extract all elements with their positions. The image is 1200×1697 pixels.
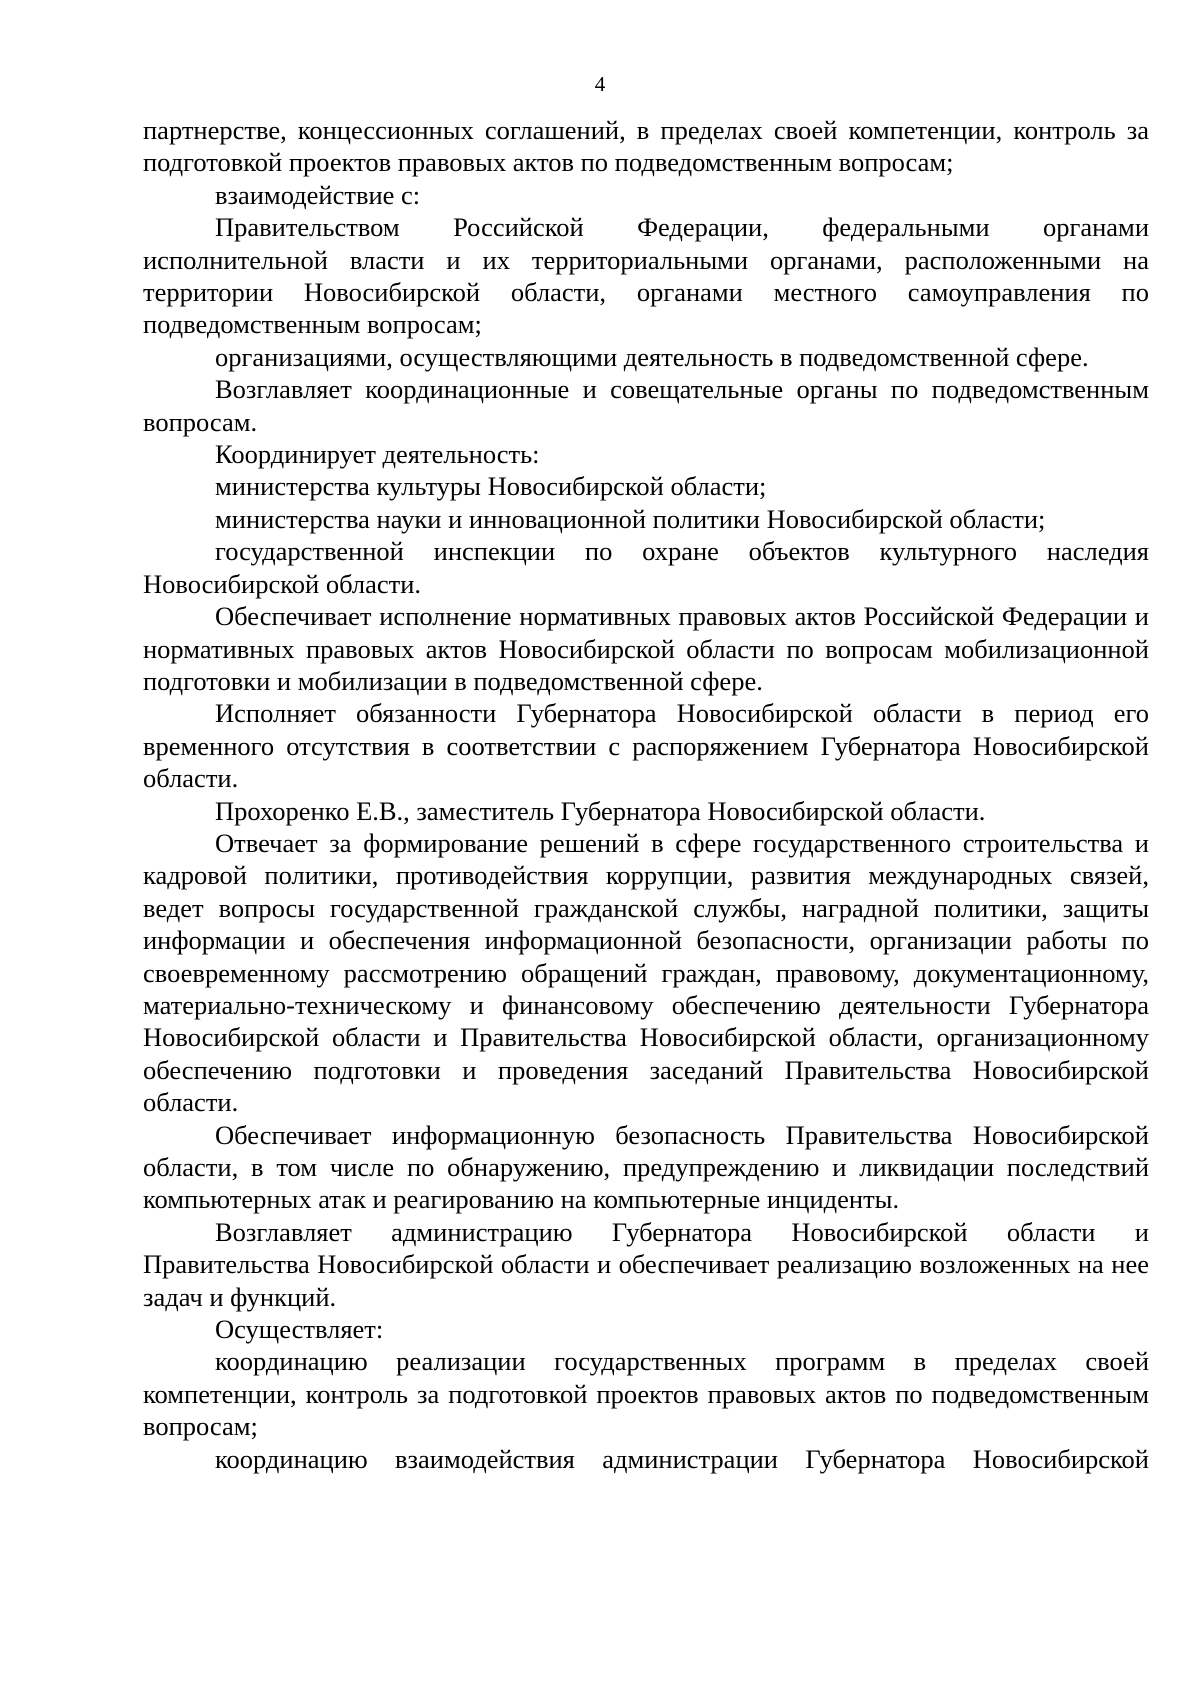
paragraph: государственной инспекции по охране объектов культурного наследия Новосибирской области. <box>143 536 1149 599</box>
page-number: 4 <box>594 72 606 96</box>
paragraph: министерства науки и инновационной политики Новосибирской области; <box>215 503 1046 534</box>
paragraph: организациями, осуществляющими деятельность в подведомственной сфере. <box>215 341 1089 372</box>
paragraph: Отвечает за формирование решений в сфере государственного строительства и кадровой политики, противодействия коррупции, развития международных связей, ведет вопросы государственной гражданской службы, наградной политики, защиты информации и обеспечения информационной безопасности, организации работы по своевременному рассмотрению обращений граждан, правовому, документационному, материально-техническому и финансовому обеспечению деятельности Губернатора Новосибирской области и Правительства Новосибирской области, организационному обеспечению подготовки и проведения заседаний Правительства Новосибирской области. <box>143 827 1149 1118</box>
paragraph: Обеспечивает информационную безопасность Правительства Новосибирской области, в том числе по обнаружению, предупреждению и ликвидации последствий компьютерных атак и реагированию на компьютерные инциденты. <box>143 1119 1149 1215</box>
paragraph: Правительством Российской Федерации, федеральными органами исполнительной власти и их территориальными органами, расположенными на территории Новосибирской области, органами местного самоуправления по подведомственным вопросам; <box>143 212 1149 340</box>
paragraph: Обеспечивает исполнение нормативных правовых актов Российской Федерации и нормативных правовых актов Новосибирской области по вопросам мобилизационной подготовки и мобилизации в подведомственной сфере. <box>143 601 1149 696</box>
document-body <box>143 114 1149 1475</box>
paragraph: координацию реализации государственных программ в пределах своей компетенции, контроль за подготовкой проектов правовых актов по подведомственным вопросам; <box>143 1346 1149 1442</box>
paragraph: взаимодействие с: <box>215 179 421 210</box>
paragraph: Исполняет обязанности Губернатора Новосибирской области в период его временного отсутствия в соответствии с распоряжением Губернатора Новосибирской области. <box>143 698 1149 794</box>
paragraph: координацию взаимодействия администрации Губернатора Новосибирской <box>215 1443 1149 1474</box>
paragraph: Прохоренко Е.В., заместитель Губернатора Новосибирской области. <box>215 795 986 826</box>
paragraph: Возглавляет координационные и совещательные органы по подведомственным вопросам. <box>143 374 1149 437</box>
paragraph: Возглавляет администрацию Губернатора Новосибирской области и Правительства Новосибирской области и обеспечивает реализацию возложенных на нее задач и функций. <box>143 1216 1149 1312</box>
paragraph: министерства культуры Новосибирской области; <box>215 471 767 502</box>
paragraph: партнерстве, концессионных соглашений, в пределах своей компетенции, контроль за подготовкой проектов правовых актов по подведомственным вопросам; <box>143 115 1149 178</box>
paragraph: Координирует деятельность: <box>215 439 540 470</box>
paragraph: Осуществляет: <box>215 1314 384 1345</box>
